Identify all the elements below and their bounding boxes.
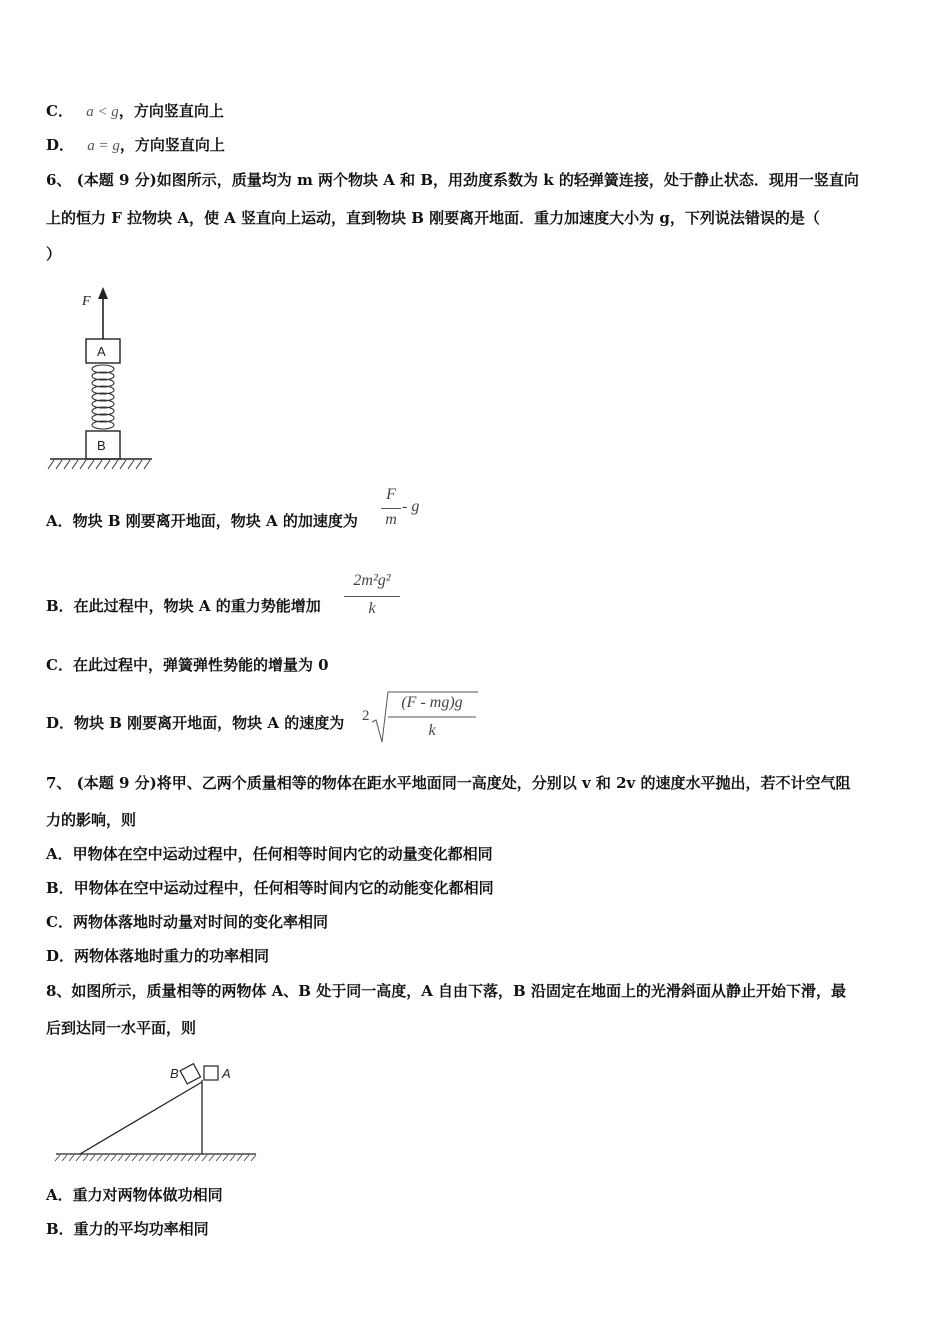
- incline-surface: [80, 1082, 202, 1154]
- q5-option-d-math: a = g: [87, 138, 120, 154]
- spring: [92, 365, 114, 429]
- q6-option-a: A．物块 B 刚要离开地面，物块 A 的加速度为: [46, 512, 358, 530]
- q6-option-a-tail: - g: [402, 498, 420, 515]
- q5-option-d: D． a = g，方向竖直向上: [46, 136, 225, 154]
- block-a-drop: [204, 1066, 218, 1080]
- block-b-label: B: [97, 438, 106, 453]
- spring-blocks-figure: [46, 285, 156, 475]
- q6-option-d-rad-num: (F - mg)g: [401, 694, 463, 711]
- q6-option-a-frac-bar: [381, 508, 401, 509]
- q7-option-a: A．甲物体在空中运动过程中，任何相等时间内它的动量变化都相同: [46, 845, 493, 863]
- block-b-incline: [180, 1064, 200, 1084]
- q7-option-d: D．两物体落地时重力的功率相同: [46, 947, 270, 965]
- q6-option-b-frac-den: k: [368, 600, 376, 617]
- q6-option-b-frac-num: 2m²g²: [353, 572, 391, 589]
- q6-option-c: C．在此过程中，弹簧弹性势能的增量为 0: [46, 656, 329, 674]
- q8-stem-line1: 8、如图所示，质量相等的两物体 A、B 处于同一高度，A 自由下落，B 沿固定在地面上的光滑斜面从静止开始下滑，最: [46, 982, 846, 1000]
- q6-option-d-coef: 2: [362, 708, 370, 724]
- q6-option-d: D．物块 B 刚要离开地面，物块 A 的速度为: [46, 714, 345, 732]
- q6-stem-line1: 6、 (本题 9 分)如图所示，质量均为 m 两个物块 A 和 B，用劲度系数为 k 的轻弹簧连接，处于静止状态．现用一竖直向: [46, 171, 859, 189]
- q5-option-c: C． a < g，方向竖直向上: [46, 102, 224, 120]
- q7-stem-line1: 7、 (本题 9 分)将甲、乙两个质量相等的物体在距水平地面同一高度处，分别以 v 和 2v 的速度水平抛出，若不计空气阻: [46, 774, 851, 792]
- q6-option-a-frac-num: F: [386, 486, 396, 503]
- q5-option-c-math: a < g: [86, 104, 119, 120]
- q7-stem-line2: 力的影响，则: [46, 811, 137, 829]
- q7-option-b: B．甲物体在空中运动过程中，任何相等时间内它的动能变化都相同: [46, 879, 494, 897]
- q8-option-b: B．重力的平均功率相同: [46, 1220, 209, 1238]
- q8-stem-line2: 后到达同一水平面，则: [46, 1019, 197, 1037]
- q6-option-b-frac-bar: [344, 596, 400, 597]
- force-label: F: [82, 294, 91, 309]
- q7-option-c: C．两物体落地时动量对时间的变化率相同: [46, 913, 328, 931]
- q8-option-a: A．重力对两物体做功相同: [46, 1186, 223, 1204]
- label-b: B: [170, 1066, 179, 1081]
- label-a: A: [222, 1066, 231, 1081]
- q6-option-d-rad-den: k: [428, 722, 436, 739]
- q6-option-b: B．在此过程中，物块 A 的重力势能增加: [46, 597, 321, 615]
- q6-stem-line3: ）: [46, 245, 62, 263]
- incline-figure: [52, 1058, 262, 1168]
- q6-option-a-frac-den: m: [385, 511, 397, 528]
- q6-stem-line2: 上的恒力 F 拉物块 A，使 A 竖直向上运动，直到物块 B 刚要离开地面．重力加速度大小为 g，下列说法错误的是（: [46, 209, 820, 227]
- block-a-label: A: [97, 344, 106, 359]
